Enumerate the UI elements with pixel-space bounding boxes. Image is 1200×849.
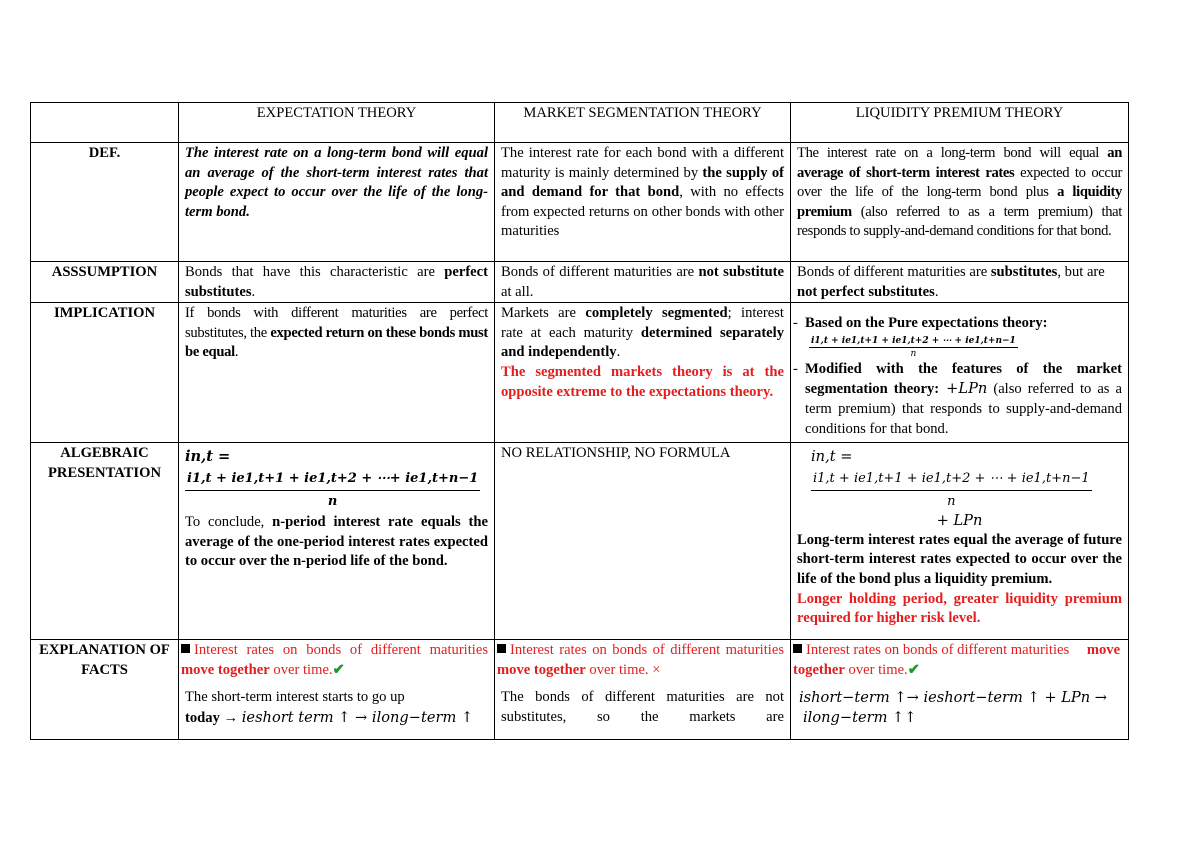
explanation-segmentation-fact: Interest rates on bonds of different maturities move together over time. × (497, 642, 784, 678)
liquidity-formula-lp: + LPn (936, 512, 983, 530)
row-definition (31, 143, 1129, 262)
explanation-expectation-math: today → ieshort term ↑ → ilong−term ↑ (185, 708, 474, 726)
checkmark-icon: ✔ (332, 661, 345, 678)
implication-segmentation-red-note: The segmented markets theory is at the opposite extreme to the expectations theory. (501, 363, 784, 400)
row-explanation (31, 640, 1129, 740)
header-market-segmentation-theory: MARKET SEGMENTATION THEORY (495, 103, 791, 143)
assumption-expectation: Bonds that have this characteristic are perfect substitutes. (179, 262, 495, 303)
expectation-conclusion: To conclude, n-period interest rate equals the average of the one-period interest rates expected to occur over the n-period life of the bond. (185, 514, 488, 570)
explanation-expectation-reason: The short-term interest starts to go up (185, 689, 405, 706)
def-segmentation: The interest rate for each bond with a different maturity is mainly determined by the supply of and demand for that bond, with no effects from expected returns on other bonds with other maturities (495, 143, 791, 262)
assumption-liquidity: Bonds of different maturities are substitutes, but are not perfect substitutes. (791, 262, 1129, 303)
explanation-liquidity (791, 640, 1129, 740)
header-row (31, 103, 1129, 143)
explanation-expectation (179, 640, 495, 740)
assumption-segmentation: Bonds of different maturities are not substitute at all. (495, 262, 791, 303)
row-label-assumption: ASSSUMPTION (31, 262, 179, 303)
def-expectation: The interest rate on a long-term bond will equal an average of the short-term interest rates that people expect to occur over the life of the long-term bond. (179, 143, 495, 262)
explanation-segmentation (495, 640, 791, 740)
implication-liquidity-item1: - Based on the Pure expectations theory: (793, 315, 1048, 332)
row-algebraic (31, 443, 1129, 640)
liquidity-formula: in,t = $\frac{i1,t + ie1,t+1 + ie1,t+2 + \cdots + ie1,t+n-1}{n}$ (811, 448, 1090, 510)
explanation-expectation-fact: Interest rates on bonds of different maturities move together over time.✔ (181, 642, 488, 678)
implication-liquidity-item2: - Modified with the features of the market segmentation theory: +LPn (also referred to as a term premium) that responds to supply-and-demand conditions for that bond. (793, 360, 1123, 437)
header-expectation-theory: EXPECTATION THEORY (179, 103, 495, 143)
def-liquidity: The interest rate on a long-term bond will equal an average of short-term interest rates expected to occur over the life of the long-term bond plus a liquidity premium (also referred to as a term premium) that responds to supply-and-demand conditions for that bond. (791, 143, 1129, 262)
cross-mark-icon: × (652, 661, 661, 678)
row-label-explanation: EXPLANATION OF FACTS (31, 640, 179, 740)
algebraic-expectation (179, 443, 495, 640)
explanation-liquidity-fact: Interest rates on bonds of different maturities move together over time.✔ (793, 642, 1121, 678)
implication-liquidity (791, 303, 1129, 443)
row-label-algebraic: ALGEBRAIC PRESENTATION (31, 443, 179, 640)
bullet-square-icon (497, 644, 506, 653)
algebraic-liquidity (791, 443, 1129, 640)
liquidity-red-note: Longer holding period, greater liquidity premium required for higher risk level. (797, 590, 1122, 627)
row-assumption (31, 262, 1129, 303)
implication-expectation: If bonds with different maturities are perfect substitutes, the expected return on these bonds must be equal. (179, 303, 495, 443)
bullet-square-icon (793, 644, 802, 653)
explanation-segmentation-reason: The bonds of different maturities are not substitutes, so the markets are (501, 689, 784, 725)
implication-segmentation (495, 303, 791, 443)
algebraic-segmentation: NO RELATIONSHIP, NO FORMULA (495, 443, 791, 640)
theory-comparison-table (30, 102, 1129, 740)
liquidity-conclusion: Long-term interest rates equal the average of future short-term interest rates expected to occur over the life of the bond plus a liquidity premium. (797, 531, 1122, 587)
checkmark-icon: ✔ (907, 661, 920, 678)
row-label-def: DEF. (31, 143, 179, 262)
header-liquidity-premium-theory: LIQUIDITY PREMIUM THEORY (791, 103, 1129, 143)
implication-segmentation-text: Markets are completely segmented; interest rate at each maturity determined separately and independently. (501, 305, 785, 361)
explanation-liquidity-math2: ilong−term ↑↑ (803, 708, 917, 726)
implication-liquidity-fraction: $\frac{i1,t + ie1,t+1 + ie1,t+2 + \cdots + ie1,t+n-1}{n}$ (811, 335, 1016, 359)
row-implication (31, 303, 1129, 443)
header-blank (31, 103, 179, 143)
expectation-formula: in,t = $\frac{i1,t + ie1,t+1 + ie1,t+2 + \cdots+ ie1,t+n-1}{n}$ (185, 448, 479, 510)
row-label-implication: IMPLICATION (31, 303, 179, 443)
bullet-square-icon (181, 644, 190, 653)
explanation-liquidity-math1: ishort−term ↑→ ieshort−term ↑ + LPn → (799, 689, 1107, 707)
